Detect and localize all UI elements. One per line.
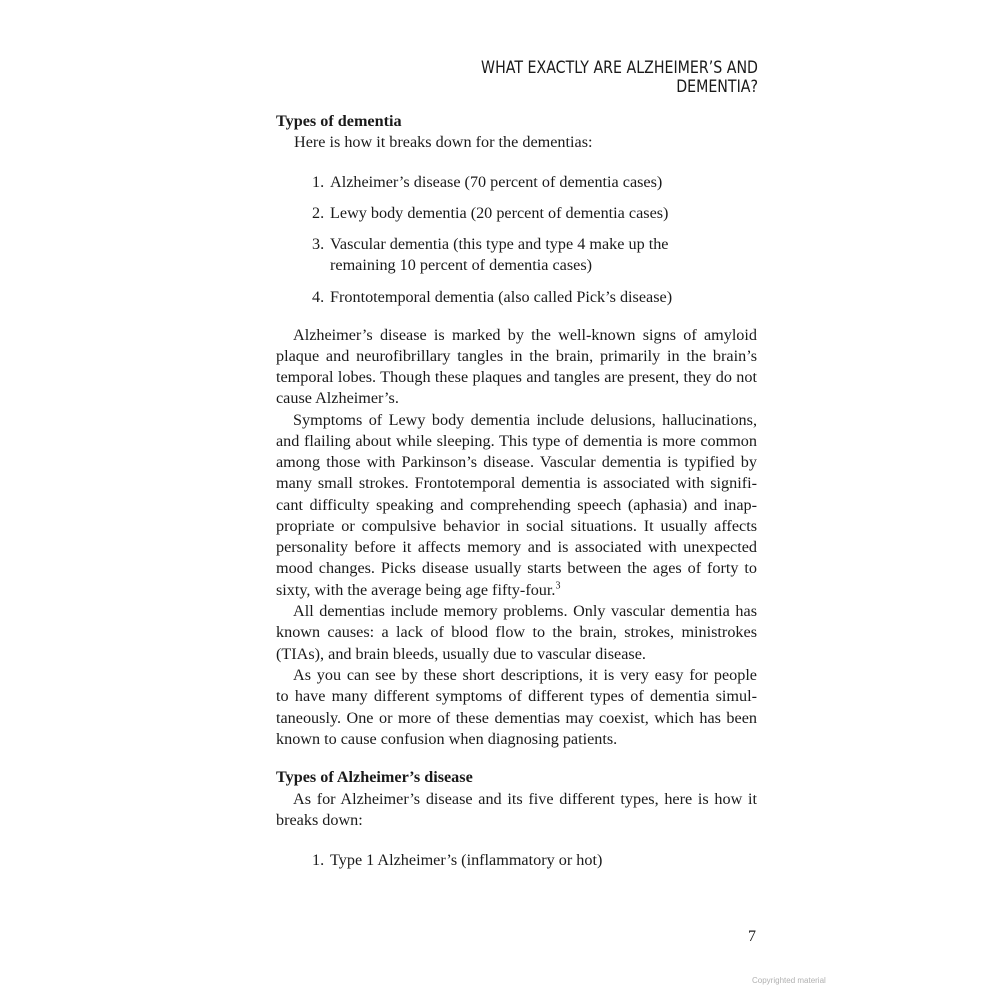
paragraph-line-with-footnote <box>276 580 757 600</box>
list-text: Vascular dementia (this type and type 4 make up the <box>330 235 669 253</box>
paragraph-line: personality before it affects memory and is associated with unexpected <box>276 538 757 556</box>
paragraph-line: As you can see by these short descriptions, it is very easy for people <box>293 666 757 684</box>
paragraph-line: temporal lobes. Though these plaques and tangles are present, they do not <box>276 368 757 386</box>
list-item <box>312 203 793 223</box>
paragraph-line: cause Alzheimer’s. <box>276 389 399 407</box>
list-item <box>312 172 793 192</box>
section-intro-line: As for Alzheimer’s disease and its five different types, here is how it <box>293 790 757 808</box>
list-text: Type 1 Alzheimer’s (inflammatory or hot) <box>330 851 603 869</box>
paragraph-line: and flailing about while sleeping. This type of dementia is more common <box>276 432 757 450</box>
list-item <box>312 287 793 307</box>
list-text: Lewy body dementia (20 percent of dementia cases) <box>330 204 669 222</box>
section-heading-types-of-alzheimers: Types of Alzheimer’s disease <box>276 768 473 786</box>
section-intro-line: breaks down: <box>276 811 363 829</box>
section-heading-types-of-dementia: Types of dementia <box>276 112 402 130</box>
paragraph-line: cant difficulty speaking and comprehending speech (aphasia) and inap- <box>276 496 757 514</box>
running-head: WHAT EXACTLY ARE ALZHEIMER’S AND DEMENTIA? <box>481 58 758 96</box>
paragraph-line: propriate or compulsive behavior in social situations. It usually affects <box>276 517 757 535</box>
paragraph-line: known to cause confusion when diagnosing patients. <box>276 730 618 748</box>
section-intro: Here is how it breaks down for the dementias: <box>294 133 593 151</box>
list-number: 2. <box>312 204 325 222</box>
list-number: 4. <box>312 288 325 306</box>
paragraph-line: known causes: a lack of blood flow to the brain, strokes, ministrokes <box>276 623 757 641</box>
paragraph-line: (TIAs), and brain bleeds, usually due to vascular disease. <box>276 645 646 663</box>
paragraph-line: mood changes. Picks disease usually starts between the ages of forty to <box>276 559 757 577</box>
paragraph-line: Symptoms of Lewy body dementia include delusions, hallucinations, <box>293 411 757 429</box>
list-item <box>312 850 793 870</box>
list-text: Frontotemporal dementia (also called Pick’s disease) <box>330 288 673 306</box>
paragraph-line: plaque and neurofibrillary tangles in the brain, primarily in the brain’s <box>276 347 757 365</box>
paragraph-line: All dementias include memory problems. Only vascular dementia has <box>293 602 757 620</box>
paragraph-line: many small strokes. Frontotemporal dementia is associated with signifi- <box>276 474 757 492</box>
paragraph-line: Alzheimer’s disease is marked by the well-known signs of amyloid <box>293 326 757 344</box>
list-text: Alzheimer’s disease (70 percent of dementia cases) <box>330 173 663 191</box>
footnote-marker[interactable]: 3 <box>555 580 561 592</box>
list-text-continuation: remaining 10 percent of dementia cases) <box>330 256 593 274</box>
list-number: 1. <box>312 851 325 869</box>
list-number: 3. <box>312 235 325 253</box>
list-number: 1. <box>312 173 325 191</box>
list-item <box>312 234 793 254</box>
paragraph-text: sixty, with the average being age fifty-four. <box>276 581 556 599</box>
paragraph-line: to have many different symptoms of different types of dementia simul- <box>276 687 757 705</box>
paragraph-line: taneously. One or more of these dementias may coexist, which has been <box>276 709 757 727</box>
page-number: 7 <box>748 928 756 945</box>
copyright-watermark: Copyrighted material <box>752 976 826 985</box>
paragraph-line: among those with Parkinson’s disease. Vascular dementia is typified by <box>276 453 757 471</box>
